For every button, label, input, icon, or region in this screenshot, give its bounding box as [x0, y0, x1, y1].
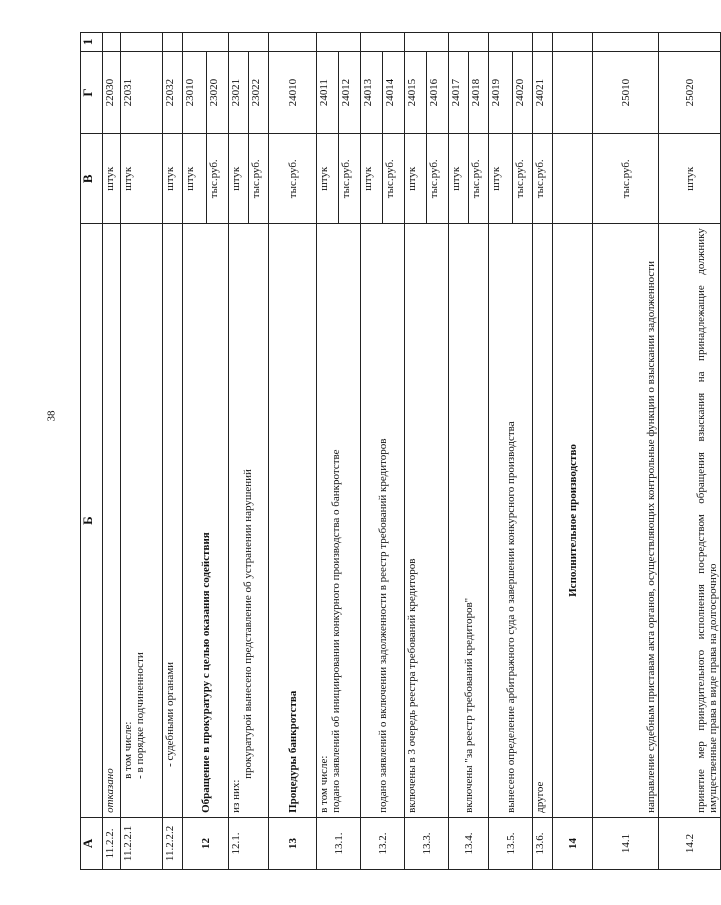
header-v: В [81, 134, 103, 224]
header-g: Г [81, 51, 103, 134]
row-number: 24019 [489, 51, 513, 134]
row-name: включены в 3 очередь реестра требований кредиторов [405, 224, 449, 818]
row-name-line1: в том числе: [122, 721, 134, 779]
row-name [121, 224, 163, 818]
table-row [361, 33, 383, 870]
row-number: 24014 [383, 51, 405, 134]
row-name-line2: прокуратурой вынесено представление об устранении нарушений [242, 469, 254, 779]
row-unit: тыс.руб. [207, 134, 229, 224]
row-code: 13.3. [405, 817, 449, 869]
table-row [317, 33, 339, 870]
header-1: 1 [81, 33, 103, 52]
row-code: 12 [183, 817, 229, 869]
table-row [163, 33, 183, 870]
row-name: направление судебным приставам акта органов, осуществляющих контрольные функции о взыскании задолженности [593, 224, 659, 818]
row-code: 11.2.2.2 [163, 817, 183, 869]
row-number: 23021 [229, 51, 249, 134]
row-name: подано заявлений о включении задолженности в реестр требований кредиторов [361, 224, 405, 818]
row-number: 24010 [269, 51, 317, 134]
row-number: 24016 [427, 51, 449, 134]
table-row [449, 33, 469, 870]
statistics-table [80, 32, 721, 870]
row-code: 11.2.2.1 [121, 817, 163, 869]
row-code: 11.2.2. [103, 817, 121, 869]
header-row [81, 33, 103, 870]
row-unit: штук [229, 134, 249, 224]
row-code: 13.4. [449, 817, 489, 869]
row-number: 23020 [207, 51, 229, 134]
row-name: отказано [103, 224, 121, 818]
row-code: 13.1. [317, 817, 361, 869]
row-number: 25010 [593, 51, 659, 134]
table-row [553, 33, 593, 870]
row-unit: тыс.руб. [427, 134, 449, 224]
row-unit: тыс.руб. [383, 134, 405, 224]
row-name [317, 224, 361, 818]
row-name: принятие мер принудительного исполнения посредством обращения взыскания на принадлежащие должнику имущественные права в виде права на долгосрочную [659, 224, 721, 818]
row-number: 24017 [449, 51, 469, 134]
row-unit: штук [449, 134, 469, 224]
row-unit: штук [317, 134, 339, 224]
header-a: А [81, 817, 103, 869]
table-row [405, 33, 427, 870]
row-code: 13.2. [361, 817, 405, 869]
table-row [533, 33, 553, 870]
row-code: 13.6. [533, 817, 553, 869]
header-b: Б [81, 224, 103, 818]
row-unit: тыс.руб. [249, 134, 269, 224]
row-code: 12.1. [229, 817, 269, 869]
row-name: Обращение в прокуратуру с целью оказания содействия [183, 224, 229, 818]
table-row [489, 33, 513, 870]
row-number: 23010 [183, 51, 207, 134]
row-number: 24015 [405, 51, 427, 134]
row-code: 14.1 [593, 817, 659, 869]
row-unit: штук [659, 134, 721, 224]
row-unit: тыс.руб. [593, 134, 659, 224]
table-row [659, 33, 721, 870]
page-number: 38 [45, 410, 58, 422]
row-name: Процедуры банкротства [269, 224, 317, 818]
row-number: 24018 [469, 51, 489, 134]
row-name: вынесено определение арбитражного суда о завершении конкурсного производства [489, 224, 533, 818]
row-unit: тыс.руб. [269, 134, 317, 224]
table-row [593, 33, 659, 870]
row-number: 22030 [103, 51, 121, 134]
row-name: включены "за реестр требований кредиторов" [449, 224, 489, 818]
table-row [183, 33, 207, 870]
row-name: другое [533, 224, 553, 818]
table-row [269, 33, 317, 870]
row-name-line2: подано заявлений об инициировании конкурного производства о банкротстве [330, 449, 342, 813]
row-unit: штук [103, 134, 121, 224]
rotated-document-table [80, 32, 719, 870]
row-number: 25020 [659, 51, 721, 134]
row-number: 24012 [339, 51, 361, 134]
table-row [121, 33, 163, 870]
row-name: Исполнительное производство [553, 224, 593, 818]
row-number: 22031 [121, 51, 163, 134]
row-unit: тыс.руб. [533, 134, 553, 224]
row-code: 14 [553, 817, 593, 869]
row-unit: тыс.руб. [469, 134, 489, 224]
table-row [229, 33, 249, 870]
row-unit: штук [163, 134, 183, 224]
row-name-line1: в том числе: [318, 755, 330, 813]
row-unit: штук [183, 134, 207, 224]
row-number: 22032 [163, 51, 183, 134]
row-number: 24013 [361, 51, 383, 134]
row-unit: тыс.руб. [513, 134, 533, 224]
row-number: 24021 [533, 51, 553, 134]
row-name-line1: из них: [230, 779, 242, 813]
row-unit: штук [361, 134, 383, 224]
row-name: - судебными органами [163, 224, 183, 818]
row-unit: штук [405, 134, 427, 224]
row-unit: штук [489, 134, 513, 224]
row-number: 24011 [317, 51, 339, 134]
row-code: 13 [269, 817, 317, 869]
table-row [103, 33, 121, 870]
row-code: 14.2 [659, 817, 721, 869]
row-name [229, 224, 269, 818]
row-number: 24020 [513, 51, 533, 134]
row-code: 13.5. [489, 817, 533, 869]
row-unit: тыс.руб. [339, 134, 361, 224]
row-unit: штук [121, 134, 163, 224]
row-number: 23022 [249, 51, 269, 134]
row-name-line2: - в порядке подчиненности [134, 652, 146, 779]
